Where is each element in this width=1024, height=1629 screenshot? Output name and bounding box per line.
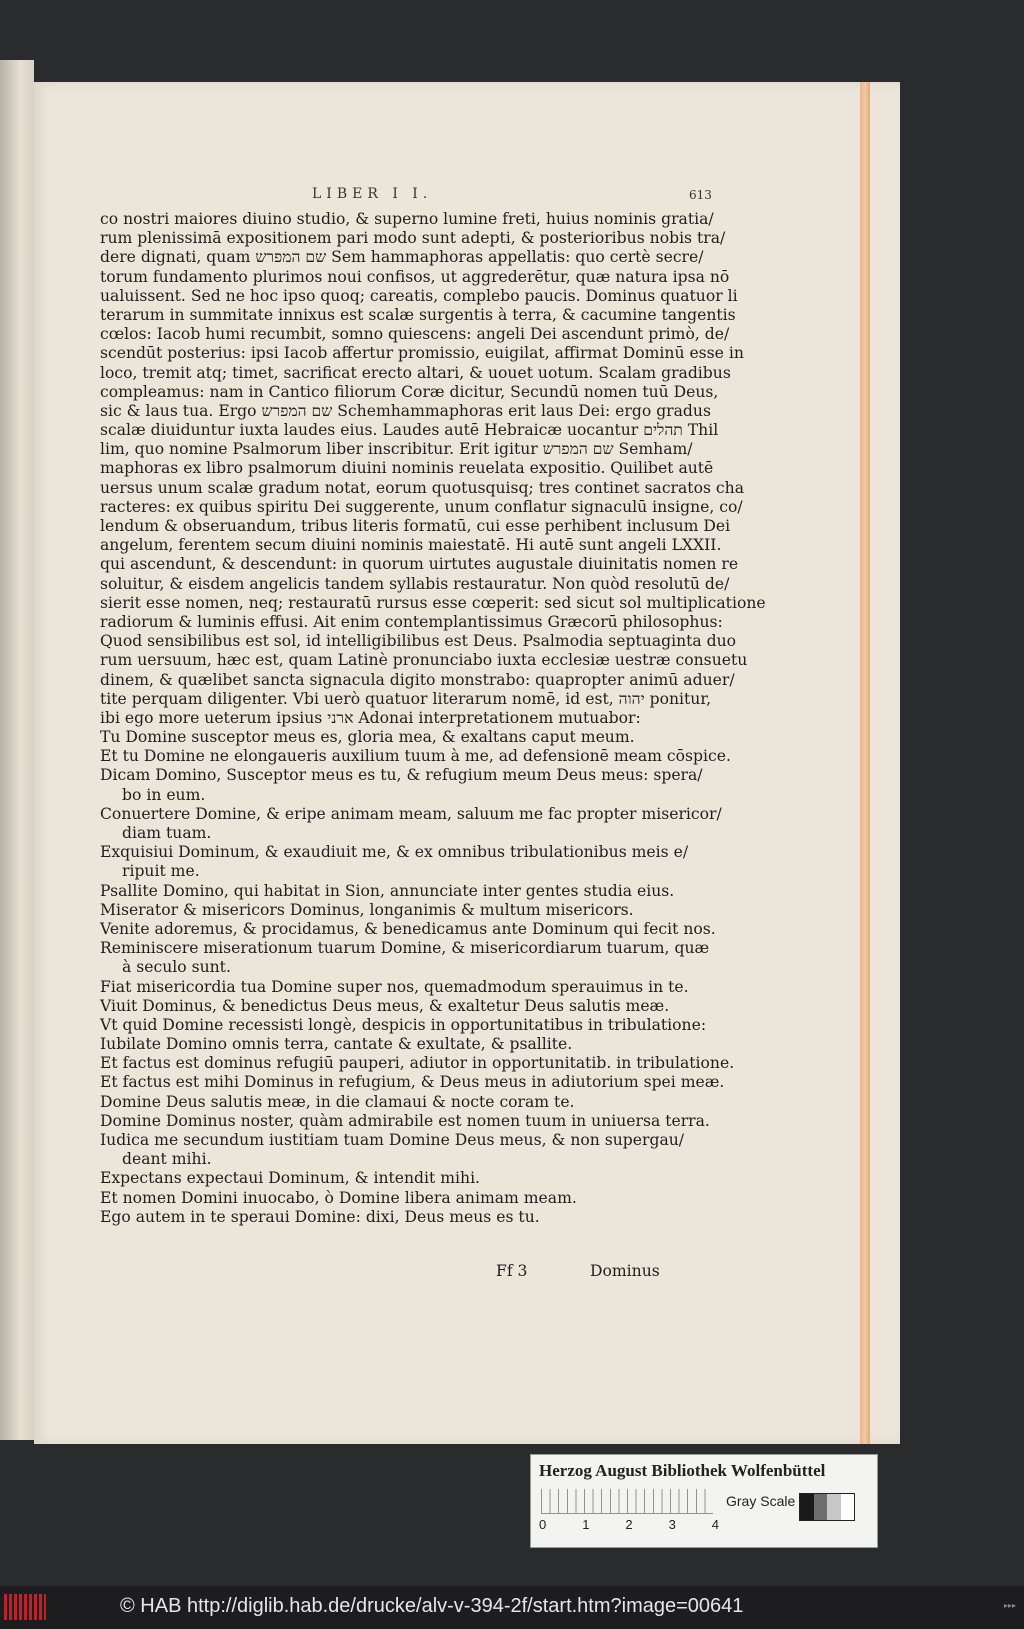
text-line: Et nomen Domini inuocabo, ò Domine libera animam meam. — [100, 1188, 577, 1207]
ruler-numbers — [539, 1517, 719, 1532]
text-line: Dicam Domino, Susceptor meus es tu, & refugium meum Deus meus: spera/ — [100, 766, 703, 785]
text-line: co nostri maiores diuino studio, & superno lumine freti, huius nominis gratia/ — [100, 210, 714, 228]
text-line: scendūt posterius: ipsi Iacob affertur promissio, euigilat, affirmat Dominū esse in — [100, 344, 744, 363]
text-line: Miserator & misericors Dominus, longanimis & multum misericors. — [100, 900, 634, 919]
color-calibration-card — [530, 1454, 878, 1548]
text-line: Conuertere Domine, & eripe animam meam, saluum me fac propter misericor/ — [100, 804, 722, 823]
pager-arrows-icon[interactable]: ▸▸▸ — [1003, 1601, 1016, 1610]
text-line: Reminiscere miserationum tuarum Domine, & misericordiarum tuarum, quæ — [100, 939, 710, 958]
text-line: Et tu Domine ne elongaueris auxilium tuum à me, ad defensionē meam cōspice. — [100, 747, 731, 766]
scale-ruler — [541, 1489, 713, 1514]
gray-swatch — [800, 1494, 814, 1520]
text-line: Vt quid Domine recessisti longè, despicis in opportunitatibus in tribulatione: — [100, 1015, 707, 1034]
text-line: Quod sensibilibus est sol, id intelligibilibus est Deus. Psalmodia septuaginta duo — [100, 632, 737, 651]
gray-swatch — [827, 1494, 841, 1520]
text-line: lim, quo nomine Psalmorum liber inscribitur. Erit igitur שם המפרש Semham/ — [100, 440, 693, 459]
text-line: terarum in summitate innixus est scalæ surgentis à terra, & cacumine tangentis — [100, 305, 736, 324]
text-line: sierit esse nomen, neq; restauratū rursus esse cœperit: sed sicut sol multiplicatione — [100, 593, 766, 612]
text-line: ripuit me. — [122, 862, 200, 881]
text-line: rum uersuum, hæc est, quam Latinè pronunciabo iuxta ecclesiæ uestræ consuetu — [100, 651, 748, 670]
text-line: torum fundamento plurimos noui confisos, ut aggrederētur, quæ natura ipsa nō — [100, 267, 730, 286]
text-line: lendum & obseruandum, tribus literis formatū, cui esse perhibent inclusum Dei — [100, 517, 731, 535]
text-line: loco, tremit atq; timet, sacrificat erecto altari, & uouet uotum. Scalam gradibus — [100, 363, 731, 382]
text-line: deant mihi. — [122, 1150, 212, 1169]
text-line: rum plenissimā expositionem pari modo sunt adepti, & posterioribus nobis tra/ — [100, 229, 726, 248]
text-line: cœlos: Iacob humi recumbit, somno quiescens: angeli Dei ascendunt primò, de/ — [100, 325, 730, 344]
text-line: Fiat misericordia tua Domine super nos, quemadmodum sperauimus in te. — [100, 977, 689, 996]
text-line: Et factus est mihi Dominus in refugium, & Deus meus in adiutorium spei meæ. — [100, 1073, 725, 1092]
text-line: qui ascendunt, & descendunt: in quorum uirtutes augustale diuinitatis nomen re — [100, 555, 739, 574]
text-line: Iubilate Domino omnis terra, cantate & exultate, & psallite. — [100, 1035, 573, 1054]
text-line: tite perquam diligenter. Vbi uerò quatuor literarum nomē, id est, יהוה ponitur, — [100, 689, 712, 708]
gray-scale-swatches — [799, 1493, 855, 1521]
text-line: dinem, & quælibet sancta signacula digito monstrabo: quapropter animū aduer/ — [100, 670, 735, 689]
text-line: racteres: ex quibus spiritu Dei suggerente, unum conflatur signaculū insigne, co/ — [100, 497, 743, 516]
book-page — [34, 82, 900, 1444]
text-line: ualuissent. Sed ne hoc ipso quoq; careatis, complebo paucis. Dominus quatuor li — [100, 286, 738, 305]
text-line: ibi ego more ueterum ipsius ארני Adonai interpretationem mutuabor: — [100, 708, 641, 727]
text-line: sic & laus tua. Ergo שם המפרש Schemhammaphoras erit laus Dei: ergo gradus — [100, 401, 711, 420]
text-line: Domine Dominus noster, quàm admirabile est nomen tuum in uniuersa terra. — [100, 1111, 710, 1130]
page-header — [34, 186, 900, 206]
hab-logo-icon[interactable] — [4, 1594, 46, 1620]
permalink-credit[interactable]: © HAB http://diglib.hab.de/drucke/alv-v-394-2f/start.htm?image=00641 — [120, 1595, 744, 1617]
text-line: Psallite Domino, qui habitat in Sion, annunciate inter gentes studia eius. — [100, 881, 675, 900]
text-line: radiorum & luminis effusi. Ait enim contemplantissimus Græcorū philosophus: — [100, 612, 723, 631]
text-line: Ego autem in te speraui Domine: dixi, Deus meus es tu. — [100, 1207, 540, 1226]
text-line: uersus unum scalæ gradum notat, eorum quotusquisq; tres continet sacratos cha — [100, 478, 744, 497]
text-line: Viuit Dominus, & benedictus Deus meus, & exaltetur Deus salutis meæ. — [100, 996, 670, 1015]
text-line: scalæ diuiduntur iuxta laudes eius. Laudes autē Hebraicæ uocantur תהלים Thil — [100, 421, 719, 440]
ruler-number: 0 — [539, 1517, 547, 1532]
gray-swatch — [814, 1494, 828, 1520]
viewer-bar — [0, 1586, 1024, 1629]
page-fore-edge — [860, 82, 870, 1444]
text-line: Expectans expectaui Dominum, & intendit mihi. — [100, 1169, 481, 1188]
text-line: Et factus est dominus refugiū pauperi, adiutor in opportunitatib. in tribulatione. — [100, 1054, 735, 1073]
running-head: LIBER I I. — [312, 186, 433, 202]
catchword: Dominus — [590, 1262, 660, 1280]
text-line: Venite adoremus, & procidamus, & benedicamus ante Dominum qui fecit nos. — [100, 919, 716, 938]
previous-page-edge — [0, 60, 34, 1440]
text-line: diam tuam. — [122, 824, 212, 842]
text-line: compleamus: nam in Cantico filiorum Coræ dicitur, Secundū nomen tuū Deus, — [100, 382, 719, 401]
ruler-number: 3 — [668, 1517, 676, 1532]
text-line: Tu Domine susceptor meus es, gloria mea, & exaltans caput meum. — [100, 728, 635, 747]
ruler-number: 1 — [582, 1517, 590, 1532]
text-line: dere dignati, quam שם המפרש Sem hammaphoras appellatis: quo certè secre/ — [100, 248, 704, 267]
text-line: maphoras ex libro psalmorum diuini nominis reuelata expositio. Quilibet autē — [100, 459, 714, 478]
text-line: à seculo sunt. — [122, 958, 231, 977]
text-line: bo in eum. — [122, 785, 206, 804]
body-text — [100, 210, 766, 1227]
text-line: soluitur, & eisdem angelicis tandem syllabis restauratur. Non quòd resolutū de/ — [100, 574, 730, 593]
folio-number: 613 — [689, 188, 712, 202]
gray-scale-label: Gray Scale — [726, 1493, 796, 1509]
ruler-number: 4 — [711, 1517, 719, 1532]
text-line: angelum, ferentem secum diuini nominis maiestatē. Hi autē sunt angeli LXXII. — [100, 536, 722, 555]
ruler-number: 2 — [625, 1517, 633, 1532]
text-line: Exquisiui Dominum, & exaudiuit me, & ex omnibus tribulationibus meis e/ — [100, 843, 689, 862]
page-footer — [34, 1262, 900, 1286]
library-name: Herzog August Bibliothek Wolfenbüttel — [539, 1461, 826, 1480]
text-line: Iudica me secundum iustitiam tuam Domine Deus meus, & non supergau/ — [100, 1131, 685, 1149]
signature-mark: Ff 3 — [496, 1262, 528, 1280]
text-line: Domine Deus salutis meæ, in die clamaui & nocte coram te. — [100, 1092, 575, 1111]
gray-swatch — [841, 1494, 855, 1520]
